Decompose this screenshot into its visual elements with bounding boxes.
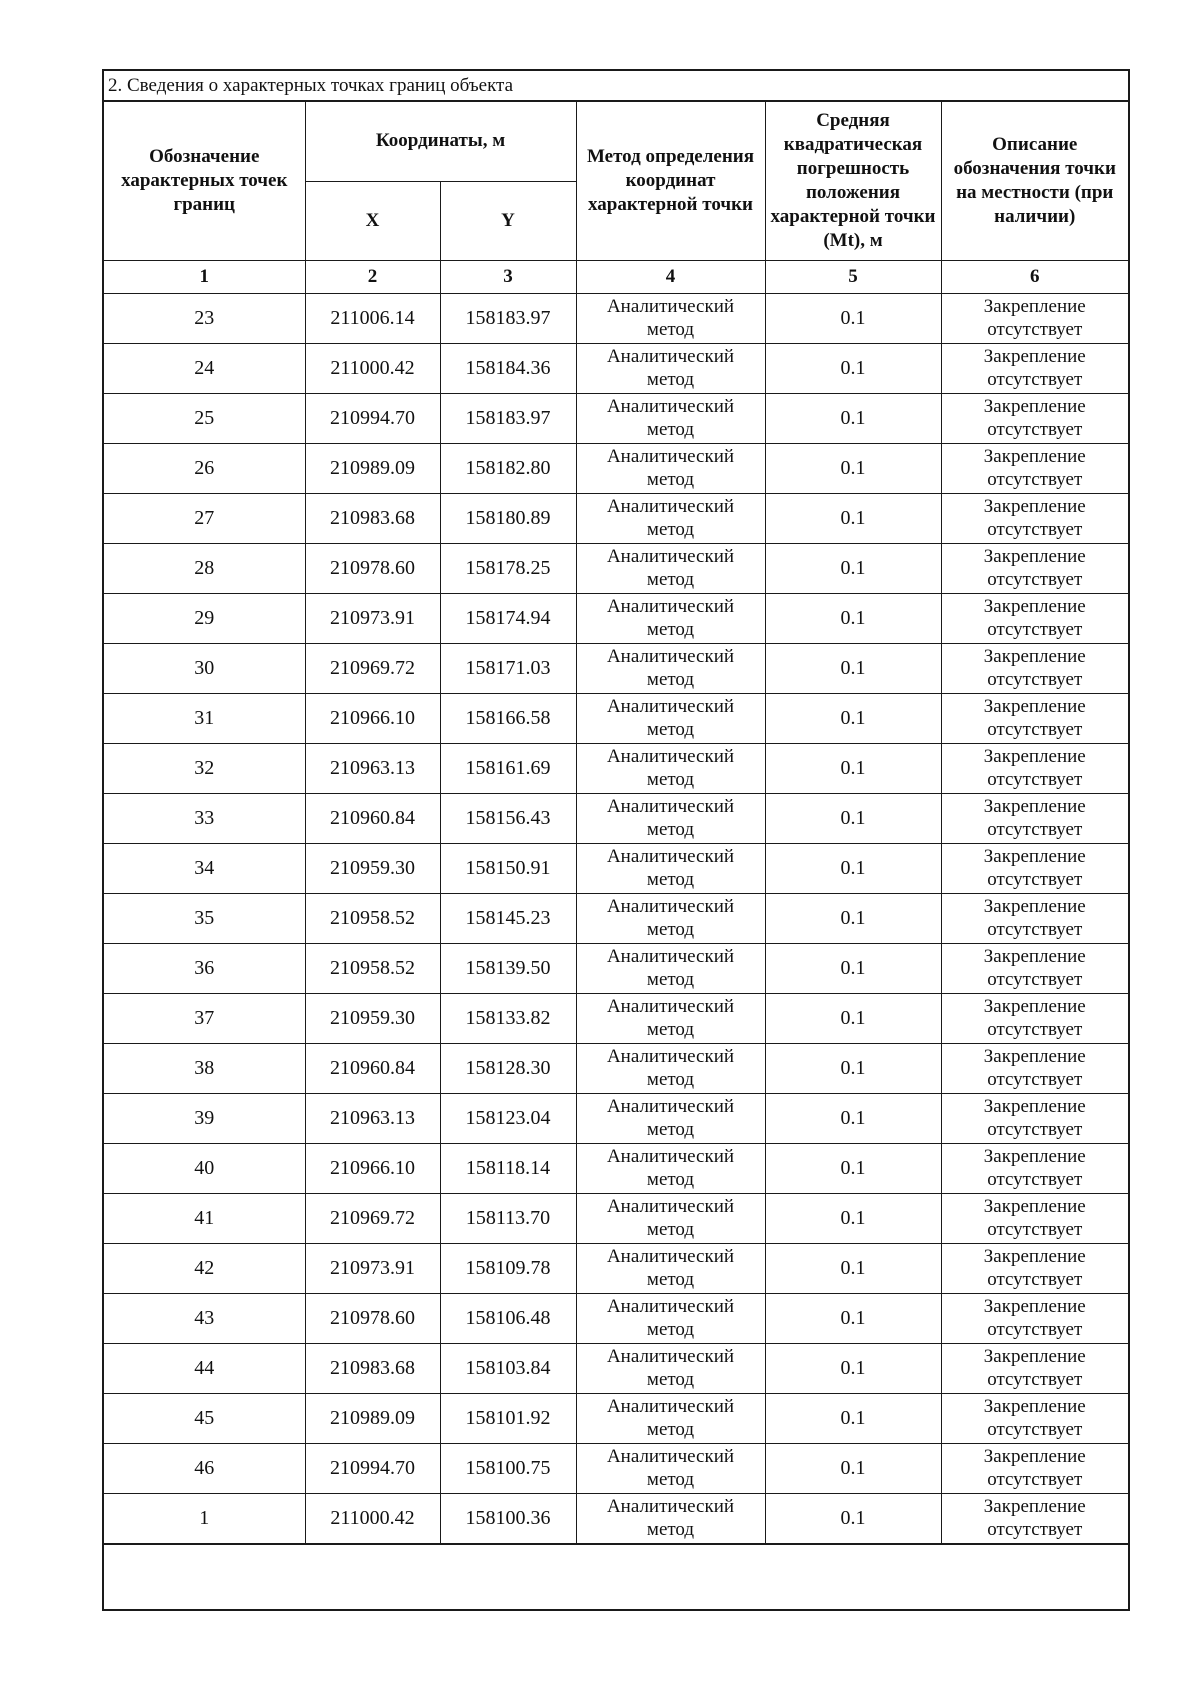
method-cell (576, 1293, 765, 1343)
point-number: 24 (104, 343, 305, 393)
point-number: 44 (104, 1343, 305, 1393)
description-line-2: отсутствует (987, 1469, 1083, 1490)
mt-value: 0.1 (765, 893, 941, 943)
table-row (104, 1493, 1128, 1543)
coordinate-x: 210966.10 (305, 1143, 440, 1193)
description-line-1: Закрепление (983, 946, 1086, 967)
description-line-1: Закрепление (983, 996, 1086, 1017)
method-line-2: метод (646, 719, 695, 740)
method-cell (576, 1193, 765, 1243)
description-cell (941, 943, 1128, 993)
method-cell (576, 543, 765, 593)
description-line-2: отсутствует (987, 1269, 1083, 1290)
description-line-2: отсутствует (987, 1519, 1083, 1540)
coordinate-y: 158178.25 (440, 543, 576, 593)
method-cell (576, 1493, 765, 1543)
method-line-1: Аналитический (606, 346, 735, 367)
description-cell (941, 1043, 1128, 1093)
header-x: X (305, 181, 440, 260)
method-line-2: метод (646, 1019, 695, 1040)
description-line-1: Закрепление (983, 396, 1086, 417)
description-line-1: Закрепление (983, 796, 1086, 817)
point-number: 35 (104, 893, 305, 943)
method-line-2: метод (646, 569, 695, 590)
coordinate-x: 210978.60 (305, 543, 440, 593)
method-cell (576, 1093, 765, 1143)
description-line-1: Закрепление (983, 1096, 1086, 1117)
coordinate-y: 158184.36 (440, 343, 576, 393)
table-body (104, 293, 1128, 1543)
description-line-2: отсутствует (987, 919, 1083, 940)
coordinate-x: 210963.13 (305, 1093, 440, 1143)
coordinate-x: 210989.09 (305, 1393, 440, 1443)
description-line-2: отсутствует (987, 469, 1083, 490)
description-line-1: Закрепление (983, 1346, 1086, 1367)
method-line-1: Аналитический (606, 1296, 735, 1317)
coordinate-y: 158100.75 (440, 1443, 576, 1493)
description-cell (941, 1443, 1128, 1493)
description-line-2: отсутствует (987, 569, 1083, 590)
description-cell (941, 343, 1128, 393)
coordinate-x: 210978.60 (305, 1293, 440, 1343)
description-line-2: отсутствует (987, 669, 1083, 690)
column-number: 3 (440, 260, 576, 293)
method-line-2: метод (646, 419, 695, 440)
mt-value: 0.1 (765, 493, 941, 543)
mt-value: 0.1 (765, 1493, 941, 1543)
coordinate-y: 158161.69 (440, 743, 576, 793)
description-line-1: Закрепление (983, 596, 1086, 617)
coordinate-y: 158133.82 (440, 993, 576, 1043)
method-cell (576, 1043, 765, 1093)
table-row (104, 1343, 1128, 1393)
coordinate-x: 210969.72 (305, 643, 440, 693)
description-cell (941, 593, 1128, 643)
mt-value: 0.1 (765, 443, 941, 493)
method-line-2: метод (646, 519, 695, 540)
method-cell (576, 393, 765, 443)
description-line-2: отсутствует (987, 419, 1083, 440)
description-line-2: отсутствует (987, 619, 1083, 640)
mt-value: 0.1 (765, 943, 941, 993)
point-number: 27 (104, 493, 305, 543)
method-line-1: Аналитический (606, 746, 735, 767)
coordinate-x: 210963.13 (305, 743, 440, 793)
method-line-1: Аналитический (606, 946, 735, 967)
method-line-1: Аналитический (606, 1196, 735, 1217)
mt-value: 0.1 (765, 1093, 941, 1143)
section-title: 2. Сведения о характерных точках границ объекта (104, 71, 1128, 102)
mt-value: 0.1 (765, 743, 941, 793)
description-cell (941, 1093, 1128, 1143)
coordinate-x: 210959.30 (305, 843, 440, 893)
mt-value: 0.1 (765, 1293, 941, 1343)
description-cell (941, 843, 1128, 893)
table-row (104, 1243, 1128, 1293)
coordinate-x: 210994.70 (305, 1443, 440, 1493)
method-line-2: метод (646, 469, 695, 490)
coordinate-y: 158182.80 (440, 443, 576, 493)
coordinate-x: 210966.10 (305, 693, 440, 743)
table-row (104, 393, 1128, 443)
description-line-1: Закрепление (983, 746, 1086, 767)
description-line-1: Закрепление (983, 446, 1086, 467)
point-number: 31 (104, 693, 305, 743)
coordinate-x: 210973.91 (305, 593, 440, 643)
table-row (104, 893, 1128, 943)
table-row (104, 1193, 1128, 1243)
description-line-2: отсутствует (987, 869, 1083, 890)
coordinate-x: 210983.68 (305, 1343, 440, 1393)
point-number: 25 (104, 393, 305, 443)
method-line-1: Аналитический (606, 446, 735, 467)
method-line-1: Аналитический (606, 1496, 735, 1517)
description-cell (941, 1243, 1128, 1293)
description-line-1: Закрепление (983, 496, 1086, 517)
coordinate-y: 158118.14 (440, 1143, 576, 1193)
description-line-2: отсутствует (987, 1319, 1083, 1340)
method-line-1: Аналитический (606, 796, 735, 817)
description-line-2: отсутствует (987, 519, 1083, 540)
point-number: 34 (104, 843, 305, 893)
column-number: 4 (576, 260, 765, 293)
description-line-2: отсутствует (987, 1069, 1083, 1090)
method-line-2: метод (646, 319, 695, 340)
coordinate-y: 158128.30 (440, 1043, 576, 1093)
table-row (104, 1293, 1128, 1343)
description-line-2: отсутствует (987, 719, 1083, 740)
description-line-1: Закрепление (983, 1396, 1086, 1417)
method-line-2: метод (646, 1269, 695, 1290)
method-line-1: Аналитический (606, 1346, 735, 1367)
mt-value: 0.1 (765, 993, 941, 1043)
coordinate-y: 158171.03 (440, 643, 576, 693)
method-cell (576, 643, 765, 693)
coordinate-x: 211000.42 (305, 343, 440, 393)
method-cell (576, 893, 765, 943)
point-number: 33 (104, 793, 305, 843)
point-number: 41 (104, 1193, 305, 1243)
table-row (104, 1093, 1128, 1143)
method-cell (576, 1393, 765, 1443)
column-number: 2 (305, 260, 440, 293)
method-line-1: Аналитический (606, 546, 735, 567)
method-cell (576, 993, 765, 1043)
point-number: 42 (104, 1243, 305, 1293)
mt-value: 0.1 (765, 343, 941, 393)
method-line-2: метод (646, 669, 695, 690)
coordinate-x: 210958.52 (305, 893, 440, 943)
point-number: 43 (104, 1293, 305, 1343)
description-line-2: отсутствует (987, 1169, 1083, 1190)
coordinate-x: 210973.91 (305, 1243, 440, 1293)
header-y: Y (440, 181, 576, 260)
point-number: 28 (104, 543, 305, 593)
description-line-2: отсутствует (987, 1019, 1083, 1040)
coordinate-x: 210960.84 (305, 1043, 440, 1093)
description-line-1: Закрепление (983, 846, 1086, 867)
mt-value: 0.1 (765, 393, 941, 443)
method-line-1: Аналитический (606, 1096, 735, 1117)
mt-value: 0.1 (765, 693, 941, 743)
table-row (104, 543, 1128, 593)
point-number: 39 (104, 1093, 305, 1143)
method-cell (576, 443, 765, 493)
mt-value: 0.1 (765, 1043, 941, 1093)
method-cell (576, 843, 765, 893)
mt-value: 0.1 (765, 543, 941, 593)
method-line-1: Аналитический (606, 646, 735, 667)
method-line-1: Аналитический (606, 296, 735, 317)
method-cell (576, 943, 765, 993)
method-line-2: метод (646, 969, 695, 990)
description-cell (941, 443, 1128, 493)
description-line-1: Закрепление (983, 896, 1086, 917)
coordinate-x: 210983.68 (305, 493, 440, 543)
coordinate-x: 211006.14 (305, 293, 440, 343)
method-line-1: Аналитический (606, 1046, 735, 1067)
description-line-2: отсутствует (987, 1369, 1083, 1390)
table-row (104, 693, 1128, 743)
description-cell (941, 1143, 1128, 1193)
mt-value: 0.1 (765, 1143, 941, 1193)
method-cell (576, 1443, 765, 1493)
description-line-2: отсутствует (987, 769, 1083, 790)
method-line-1: Аналитический (606, 1446, 735, 1467)
document-sheet (102, 69, 1130, 1611)
description-line-1: Закрепление (983, 346, 1086, 367)
method-cell (576, 493, 765, 543)
coordinate-x: 210959.30 (305, 993, 440, 1043)
method-line-2: метод (646, 1369, 695, 1390)
description-cell (941, 293, 1128, 343)
method-cell (576, 1343, 765, 1393)
header-designation: Обозначение характерных точек границ (104, 102, 305, 260)
description-line-1: Закрепление (983, 1496, 1086, 1517)
description-line-1: Закрепление (983, 1196, 1086, 1217)
point-number: 30 (104, 643, 305, 693)
method-line-2: метод (646, 1519, 695, 1540)
description-cell (941, 743, 1128, 793)
description-line-2: отсутствует (987, 369, 1083, 390)
description-line-2: отсутствует (987, 819, 1083, 840)
description-line-1: Закрепление (983, 1146, 1086, 1167)
method-line-1: Аналитический (606, 896, 735, 917)
method-line-2: метод (646, 1419, 695, 1440)
mt-value: 0.1 (765, 1193, 941, 1243)
table-row (104, 593, 1128, 643)
coordinate-y: 158103.84 (440, 1343, 576, 1393)
header-error: Средняя квадратическая погрешность положения характерной точки (Mt), м (765, 102, 941, 260)
table-row (104, 343, 1128, 393)
method-cell (576, 593, 765, 643)
table-row (104, 443, 1128, 493)
method-cell (576, 743, 765, 793)
method-line-1: Аналитический (606, 596, 735, 617)
description-cell (941, 893, 1128, 943)
method-line-1: Аналитический (606, 396, 735, 417)
coordinate-x: 210969.72 (305, 1193, 440, 1243)
column-number: 6 (941, 260, 1128, 293)
point-number: 32 (104, 743, 305, 793)
table-row (104, 1443, 1128, 1493)
description-cell (941, 793, 1128, 843)
column-number: 1 (104, 260, 305, 293)
coordinate-x: 210994.70 (305, 393, 440, 443)
point-number: 36 (104, 943, 305, 993)
point-number: 26 (104, 443, 305, 493)
coordinate-y: 158156.43 (440, 793, 576, 843)
description-line-2: отсутствует (987, 969, 1083, 990)
method-line-1: Аналитический (606, 846, 735, 867)
table-row (104, 493, 1128, 543)
coordinate-y: 158145.23 (440, 893, 576, 943)
table-row (104, 793, 1128, 843)
description-line-2: отсутствует (987, 1119, 1083, 1140)
method-line-1: Аналитический (606, 1396, 735, 1417)
description-line-1: Закрепление (983, 1246, 1086, 1267)
method-cell (576, 293, 765, 343)
description-cell (941, 993, 1128, 1043)
coordinate-y: 158106.48 (440, 1293, 576, 1343)
method-line-1: Аналитический (606, 696, 735, 717)
points-table (104, 102, 1128, 1544)
mt-value: 0.1 (765, 1343, 941, 1393)
coordinate-y: 158100.36 (440, 1493, 576, 1543)
coordinate-y: 158101.92 (440, 1393, 576, 1443)
description-cell (941, 393, 1128, 443)
method-line-2: метод (646, 1469, 695, 1490)
header-method: Метод определения координат характерной точки (576, 102, 765, 260)
method-line-2: метод (646, 1319, 695, 1340)
point-number: 45 (104, 1393, 305, 1443)
description-line-1: Закрепление (983, 1296, 1086, 1317)
method-line-2: метод (646, 919, 695, 940)
table-row (104, 1393, 1128, 1443)
header-description: Описание обозначения точки на местности (при наличии) (941, 102, 1128, 260)
coordinate-y: 158166.58 (440, 693, 576, 743)
description-line-1: Закрепление (983, 1046, 1086, 1067)
coordinate-y: 158183.97 (440, 293, 576, 343)
method-line-2: метод (646, 1219, 695, 1240)
coordinate-y: 158123.04 (440, 1093, 576, 1143)
method-line-2: метод (646, 819, 695, 840)
method-cell (576, 693, 765, 743)
coordinate-x: 210989.09 (305, 443, 440, 493)
table-row (104, 843, 1128, 893)
point-number: 1 (104, 1493, 305, 1543)
table-row (104, 993, 1128, 1043)
description-line-1: Закрепление (983, 646, 1086, 667)
header-coordinates: Координаты, м (305, 102, 576, 181)
method-line-2: метод (646, 1169, 695, 1190)
description-line-2: отсутствует (987, 1219, 1083, 1240)
method-line-2: метод (646, 369, 695, 390)
description-line-1: Закрепление (983, 1446, 1086, 1467)
description-cell (941, 693, 1128, 743)
method-line-2: метод (646, 769, 695, 790)
description-cell (941, 1493, 1128, 1543)
method-line-2: метод (646, 1069, 695, 1090)
description-line-1: Закрепление (983, 546, 1086, 567)
mt-value: 0.1 (765, 843, 941, 893)
method-line-1: Аналитический (606, 1146, 735, 1167)
coordinate-x: 210960.84 (305, 793, 440, 843)
method-line-2: метод (646, 619, 695, 640)
method-cell (576, 1243, 765, 1293)
method-line-1: Аналитический (606, 1246, 735, 1267)
table-row (104, 293, 1128, 343)
point-number: 46 (104, 1443, 305, 1493)
description-line-1: Закрепление (983, 296, 1086, 317)
table-row (104, 1043, 1128, 1093)
method-line-2: метод (646, 1119, 695, 1140)
description-cell (941, 1343, 1128, 1393)
mt-value: 0.1 (765, 793, 941, 843)
table-footer-empty (104, 1544, 1128, 1581)
coordinate-y: 158113.70 (440, 1193, 576, 1243)
table-row (104, 743, 1128, 793)
description-line-2: отсутствует (987, 319, 1083, 340)
description-line-2: отсутствует (987, 1419, 1083, 1440)
point-number: 40 (104, 1143, 305, 1193)
description-cell (941, 1193, 1128, 1243)
coordinate-x: 211000.42 (305, 1493, 440, 1543)
coordinate-y: 158139.50 (440, 943, 576, 993)
table-header (104, 102, 1128, 293)
table-row (104, 943, 1128, 993)
description-cell (941, 1293, 1128, 1343)
table-row (104, 1143, 1128, 1193)
method-line-2: метод (646, 869, 695, 890)
description-cell (941, 1393, 1128, 1443)
point-number: 38 (104, 1043, 305, 1093)
mt-value: 0.1 (765, 643, 941, 693)
coordinate-y: 158150.91 (440, 843, 576, 893)
mt-value: 0.1 (765, 1243, 941, 1293)
point-number: 29 (104, 593, 305, 643)
mt-value: 0.1 (765, 1393, 941, 1443)
coordinate-y: 158109.78 (440, 1243, 576, 1293)
mt-value: 0.1 (765, 593, 941, 643)
table-row (104, 643, 1128, 693)
mt-value: 0.1 (765, 293, 941, 343)
method-line-1: Аналитический (606, 496, 735, 517)
method-cell (576, 1143, 765, 1193)
coordinate-x: 210958.52 (305, 943, 440, 993)
method-cell (576, 793, 765, 843)
description-cell (941, 643, 1128, 693)
description-line-1: Закрепление (983, 696, 1086, 717)
point-number: 23 (104, 293, 305, 343)
method-line-1: Аналитический (606, 996, 735, 1017)
description-cell (941, 543, 1128, 593)
mt-value: 0.1 (765, 1443, 941, 1493)
description-cell (941, 493, 1128, 543)
coordinate-y: 158174.94 (440, 593, 576, 643)
column-number: 5 (765, 260, 941, 293)
method-cell (576, 343, 765, 393)
point-number: 37 (104, 993, 305, 1043)
coordinate-y: 158183.97 (440, 393, 576, 443)
coordinate-y: 158180.89 (440, 493, 576, 543)
